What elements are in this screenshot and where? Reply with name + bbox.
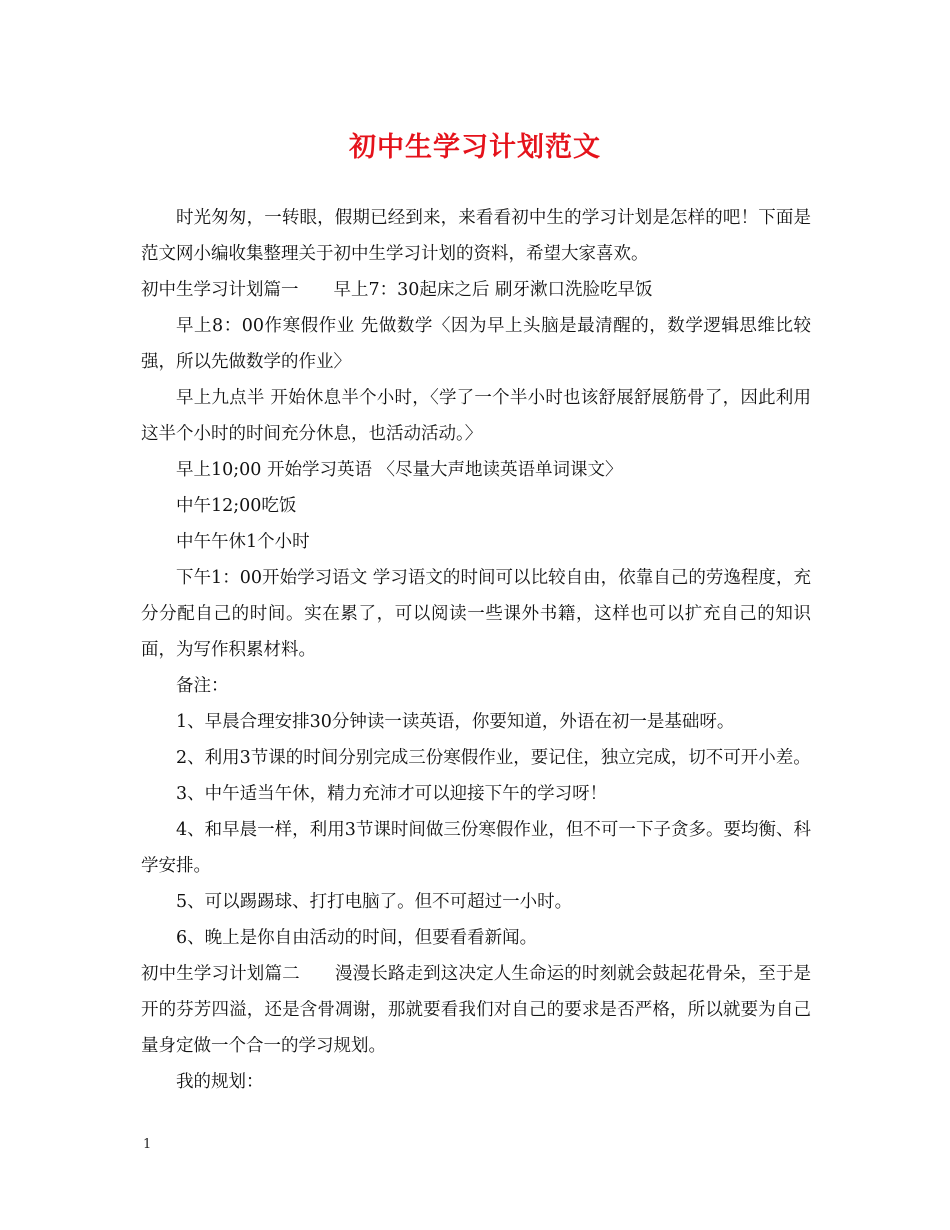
schedule-paragraph: 下午1：00开始学习语文 学习语文的时间可以比较自由，依靠自己的劳逸程度，充分分配自己的时间。实在累了，可以阅读一些课外书籍，这样也可以扩充自己的知识面，为写作积累材料。 — [141, 568, 811, 660]
notes-heading: 备注： — [176, 676, 229, 696]
plan-one-heading-paragraph: 初中生学习计划篇一 早上7：30起床之后 刷牙漱口洗脸吃早饭 — [141, 280, 653, 300]
note-item: 1、早晨合理安排30分钟读一读英语，你要知道，外语在初一是基础呀。 — [176, 712, 735, 732]
plan-two-paragraph: 初中生学习计划篇二 漫漫长路走到这决定人生命运的时刻就会鼓起花骨朵，至于是开的芬芳四溢，还是含骨凋谢，那就要看我们对自己的要求是否严格，所以就要为自己量身定做一个合一的学习规划。 — [141, 964, 811, 1056]
note-item: 2、利用3节课的时间分别完成三份寒假作业，要记住，独立完成，切不可开小差。 — [176, 748, 811, 768]
document-title: 初中生学习计划范文 — [349, 132, 601, 163]
note-item: 3、中午适当午休，精力充沛才可以迎接下午的学习呀！ — [176, 784, 608, 804]
schedule-paragraph: 中午午休1个小时 — [176, 532, 310, 552]
schedule-paragraph: 早上8：00作寒假作业 先做数学〈因为早上头脑是最清醒的，数学逻辑思维比较强，所以先做数学的作业〉 — [141, 316, 811, 372]
note-item: 5、可以踢踢球、打打电脑了。但不可超过一小时。 — [176, 892, 573, 912]
schedule-paragraph: 中午12;00吃饭 — [176, 496, 297, 516]
page-number: 1 — [143, 1137, 152, 1152]
document-body — [141, 200, 811, 1100]
note-item: 6、晚上是你自由活动的时间，但要看看新闻。 — [176, 928, 538, 948]
schedule-paragraph: 早上10;00 开始学习英语 〈尽量大声地读英语单词课文〉 — [176, 460, 623, 480]
intro-paragraph: 时光匆匆，一转眼，假期已经到来，来看看初中生的学习计划是怎样的吧！下面是范文网小编收集整理关于初中生学习计划的资料，希望大家喜欢。 — [141, 208, 811, 264]
schedule-paragraph: 早上九点半 开始休息半个小时，〈学了一个半小时也该舒展舒展筋骨了，因此利用这半个小时的时间充分休息，也活动活动。〉 — [141, 388, 811, 444]
note-item: 4、和早晨一样，利用3节课时间做三份寒假作业，但不可一下子贪多。要均衡、科学安排。 — [141, 820, 811, 876]
my-plan-heading: 我的规划： — [176, 1072, 264, 1092]
